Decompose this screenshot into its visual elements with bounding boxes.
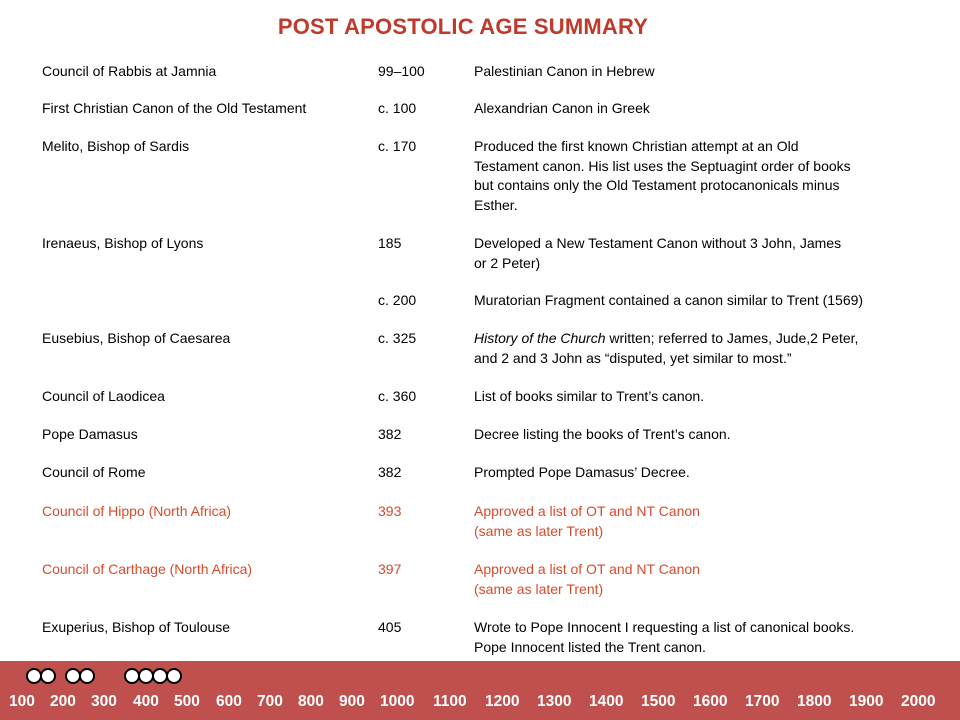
desc-line: List of books similar to Trent’s canon. xyxy=(474,388,705,404)
page-title: POST APOSTOLIC AGE SUMMARY xyxy=(277,14,649,39)
desc-line: Palestinian Canon in Hebrew xyxy=(474,63,655,79)
desc-line: (same as later Trent) xyxy=(474,522,604,539)
row-who: Council of Rome xyxy=(42,464,146,480)
row-desc xyxy=(474,387,934,407)
timeline-years xyxy=(0,693,960,717)
row-who: Melito, Bishop of Sardis xyxy=(42,138,190,154)
row-who: Exuperius, Bishop of Toulouse xyxy=(42,619,231,635)
timeline-year: 2000 xyxy=(901,693,936,710)
row-desc xyxy=(474,463,934,483)
row-date: c. 325 xyxy=(378,330,417,346)
row-desc xyxy=(474,137,934,215)
row-who: Council of Hippo (North Africa) xyxy=(42,503,232,519)
row-desc xyxy=(474,560,934,599)
desc-line: and 2 and 3 John as “disputed, yet similar to most.” xyxy=(474,349,792,366)
row-who: Council of Carthage (North Africa) xyxy=(42,561,253,577)
row-date: 99–100 xyxy=(378,63,425,79)
row-date: 382 xyxy=(378,426,402,442)
timeline-year: 600 xyxy=(216,693,242,710)
row-date: c. 100 xyxy=(378,100,417,116)
timeline-year: 1800 xyxy=(797,693,832,710)
timeline-marker-circle xyxy=(79,668,95,684)
row-date: c. 200 xyxy=(378,292,417,308)
desc-text: written; referred to James, Jude,2 Peter, xyxy=(605,330,859,346)
desc-line xyxy=(474,329,934,349)
desc-line: Prompted Pope Damasus’ Decree. xyxy=(474,464,690,480)
desc-line: Approved a list of OT and NT Canon xyxy=(474,503,700,519)
desc-line: Pope Innocent listed the Trent canon. xyxy=(474,638,706,655)
row-who: Council of Laodicea xyxy=(42,388,165,404)
timeline-year: 500 xyxy=(174,693,200,710)
row-desc xyxy=(474,291,934,311)
desc-line: or 2 Peter) xyxy=(474,254,541,271)
timeline-year: 900 xyxy=(339,693,365,710)
row-date: c. 360 xyxy=(378,388,417,404)
row-desc xyxy=(474,62,934,82)
row-date: 382 xyxy=(378,464,402,480)
timeline-year: 1400 xyxy=(589,693,624,710)
desc-line: but contains only the Old Testament protocanonicals minus xyxy=(474,177,840,193)
row-who: Irenaeus, Bishop of Lyons xyxy=(42,235,204,251)
timeline-year: 1300 xyxy=(537,693,572,710)
row-who: Eusebius, Bishop of Caesarea xyxy=(42,330,231,346)
row-desc xyxy=(474,425,934,445)
row-who: First Christian Canon of the Old Testament xyxy=(42,100,307,116)
row-desc xyxy=(474,99,934,119)
timeline-year: 200 xyxy=(50,693,76,710)
desc-line: Esther. xyxy=(474,196,518,213)
desc-line: Developed a New Testament Canon without 3 John, James xyxy=(474,235,842,251)
row-who: Council of Rabbis at Jamnia xyxy=(42,63,217,79)
timeline-year: 1700 xyxy=(745,693,780,710)
desc-line: Produced the first known Christian attempt at an Old xyxy=(474,138,799,154)
timeline-marker-circle xyxy=(166,668,182,684)
timeline-marker-circle xyxy=(40,668,56,684)
row-who: Pope Damasus xyxy=(42,426,138,442)
row-desc xyxy=(474,234,934,273)
desc-line: Alexandrian Canon in Greek xyxy=(474,100,650,116)
timeline-year: 1500 xyxy=(641,693,676,710)
timeline-year: 700 xyxy=(257,693,283,710)
desc-line: Muratorian Fragment contained a canon similar to Trent (1569) xyxy=(474,292,864,308)
desc-line: Decree listing the books of Trent’s canon. xyxy=(474,426,731,442)
row-desc xyxy=(474,502,934,541)
timeline-year: 400 xyxy=(133,693,159,710)
desc-line: Testament canon. His list uses the Septuagint order of books xyxy=(474,157,851,174)
timeline-year: 100 xyxy=(9,693,35,710)
row-date: 393 xyxy=(378,503,402,519)
timeline-year: 1900 xyxy=(849,693,884,710)
timeline-year: 1200 xyxy=(485,693,520,710)
timeline-year: 1000 xyxy=(380,693,415,710)
row-desc xyxy=(474,618,934,657)
row-desc xyxy=(474,329,934,368)
row-date: 397 xyxy=(378,561,402,577)
timeline-year: 1100 xyxy=(433,693,467,710)
row-date: 185 xyxy=(378,235,402,251)
timeline-year: 300 xyxy=(91,693,117,710)
desc-line: Wrote to Pope Innocent I requesting a list of canonical books. xyxy=(474,619,855,635)
timeline-year: 800 xyxy=(298,693,324,710)
desc-line: (same as later Trent) xyxy=(474,580,604,597)
row-date: c. 170 xyxy=(378,138,417,154)
desc-line: Approved a list of OT and NT Canon xyxy=(474,561,700,577)
row-date: 405 xyxy=(378,619,402,635)
timeline-bar xyxy=(0,661,960,720)
book-title: History of the Church xyxy=(474,330,606,346)
timeline-year: 1600 xyxy=(693,693,728,710)
